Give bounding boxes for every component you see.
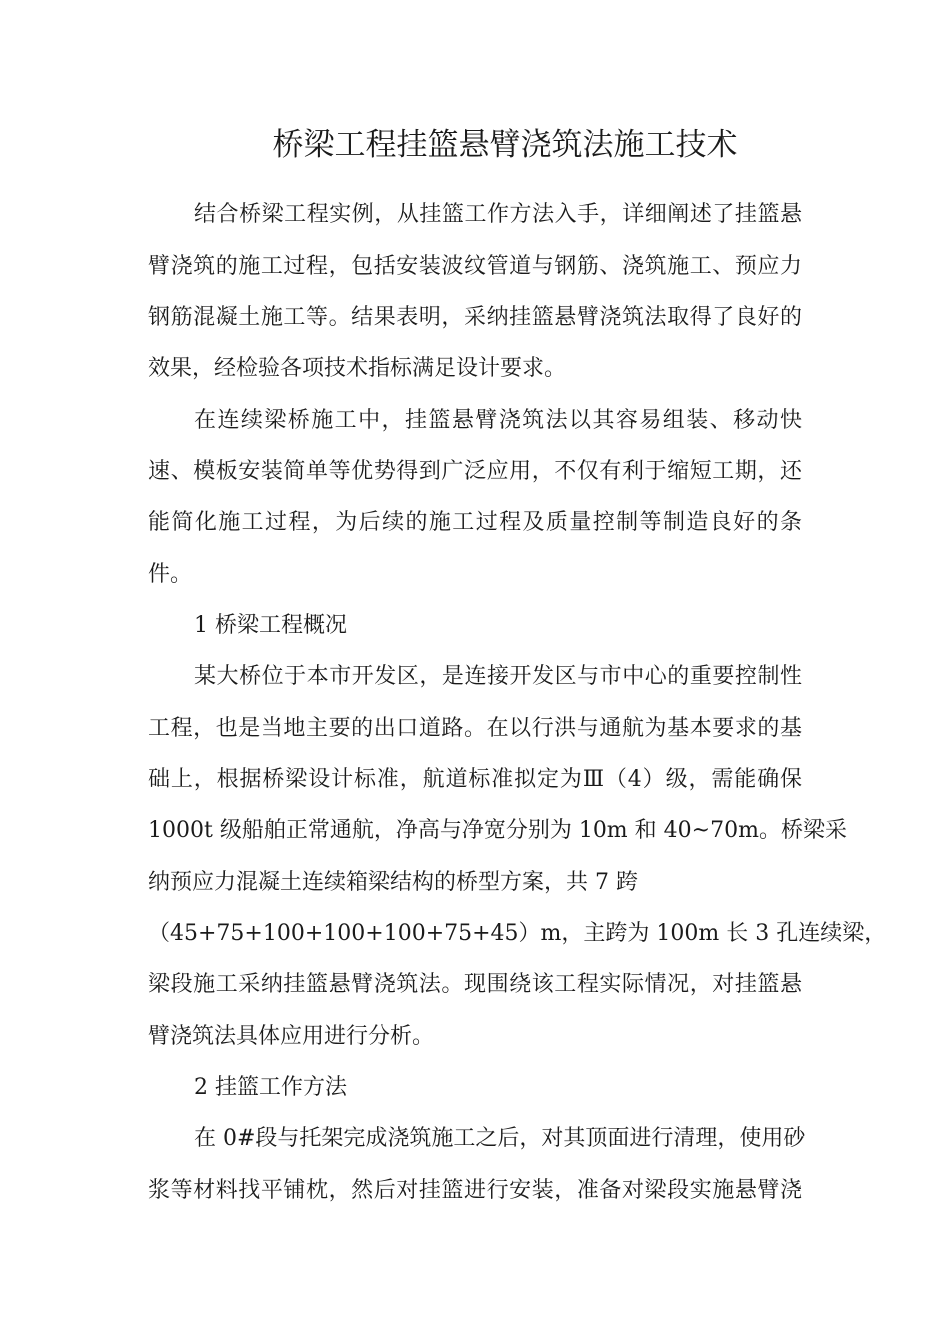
- section-heading: 2 挂篮工作方法: [194, 1075, 347, 1100]
- paragraph-line: 1000t 级船舶正常通航，净高与净宽分别为 10m 和 40~70m。桥梁采: [148, 818, 847, 843]
- paragraph-line: 在连续梁桥施工中，挂篮悬臂浇筑法以其容易组装、移动快: [194, 408, 802, 433]
- paragraph-line: 臂浇筑的施工过程，包括安装波纹管道与钢筋、浇筑施工、预应力: [148, 254, 802, 279]
- paragraph-line: 臂浇筑法具体应用进行分析。: [148, 1024, 435, 1049]
- paragraph-line: 纳预应力混凝土连续箱梁结构的桥型方案，共 7 跨: [148, 870, 638, 895]
- paragraph-line: 础上，根据桥梁设计标准，航道标准拟定为Ⅲ（4）级，需能确保: [148, 767, 802, 792]
- paragraph-line: 工程，也是当地主要的出口道路。在以行洪与通航为基本要求的基: [148, 716, 802, 741]
- paragraph-line: 梁段施工采纳挂篮悬臂浇筑法。现围绕该工程实际情况，对挂篮悬: [148, 972, 802, 997]
- paragraph-line: 某大桥位于本市开发区，是连接开发区与市中心的重要控制性: [194, 664, 802, 689]
- paragraph-line: （45+75+100+100+100+75+45）m，主跨为 100m 长 3 孔连续梁，: [148, 921, 887, 946]
- document-title: 桥梁工程挂篮悬臂浇筑法施工技术: [272, 127, 738, 163]
- paragraph-line: 件。: [148, 562, 193, 587]
- paragraph-line: 钢筋混凝土施工等。结果表明，采纳挂篮悬臂浇筑法取得了良好的: [148, 305, 802, 330]
- paragraph-line: 速、模板安装简单等优势得到广泛应用，不仅有利于缩短工期，还: [148, 459, 802, 484]
- paragraph-line: 结合桥梁工程实例，从挂篮工作方法入手，详细阐述了挂篮悬: [194, 202, 802, 227]
- paragraph-line: 浆等材料找平铺枕，然后对挂篮进行安装，准备对梁段实施悬臂浇: [148, 1178, 802, 1203]
- paragraph-line: 在 0#段与托架完成浇筑施工之后，对其顶面进行清理，使用砂: [194, 1126, 806, 1151]
- paragraph-line: 效果，经检验各项技术指标满足设计要求。: [148, 356, 567, 381]
- section-heading: 1 桥梁工程概况: [194, 613, 347, 638]
- paragraph-line: 能简化施工过程，为后续的施工过程及质量控制等制造良好的条: [148, 510, 802, 535]
